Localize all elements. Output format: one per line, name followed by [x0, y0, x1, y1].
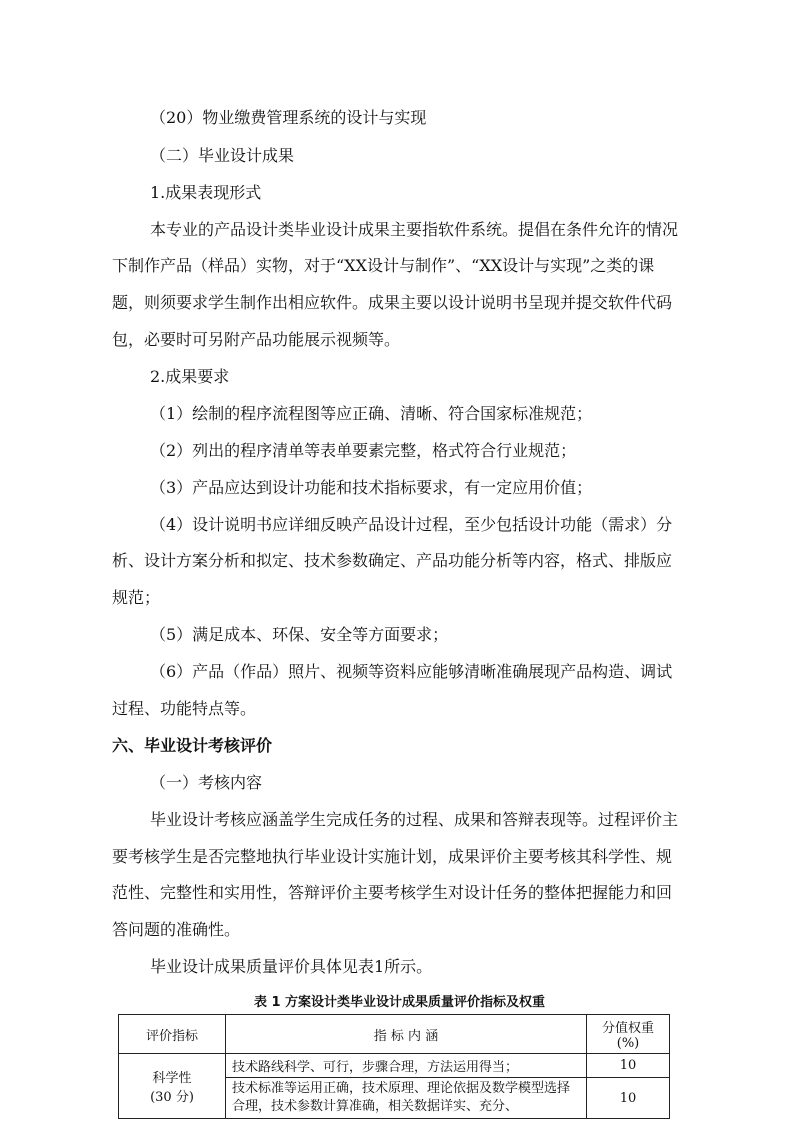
table-caption: 表 1 方案设计类毕业设计成果质量评价指标及权重	[253, 995, 546, 1010]
paragraph-line: 本专业的产品设计类毕业设计成果主要指软件系统。提倡在条件允许的情况	[150, 220, 679, 239]
requirement-item: （6）产品（作品）照片、视频等资料应能够清晰准确展现产品构造、调试	[150, 662, 673, 681]
column-header: 指 标 内 涵	[226, 1015, 587, 1054]
subheading-assessment-content: （一）考核内容	[150, 773, 263, 792]
section-heading-assessment: 六、毕业设计考核评价	[112, 736, 273, 755]
content-cell: 技术标准等运用正确，技术原理、理论依据及数学模型选择合理，技术参数计算准确，相关数据详实、充分、	[226, 1078, 587, 1119]
requirement-item-cont: 析、设计方案分析和拟定、技术参数确定、产品功能分析等内容，格式、排版应	[112, 551, 673, 570]
requirement-item-cont: 规范；	[112, 588, 161, 607]
weight-cell: 10	[587, 1054, 670, 1078]
group-score: (30 分)	[150, 1090, 194, 1105]
paragraph-line: 答问题的准确性。	[112, 920, 241, 939]
paragraph-line: 毕业设计成果质量评价具体见表1所示。	[150, 957, 433, 976]
group-label: 科学性	[152, 1071, 192, 1086]
paragraph-line: 范性、完整性和实用性，答辩评价主要考核学生对设计任务的整体把握能力和回	[112, 883, 673, 902]
requirement-item: （4）设计说明书应详细反映产品设计过程，至少包括设计功能（需求）分	[150, 515, 673, 534]
table-row	[119, 1054, 670, 1078]
list-item-20: （20）物业缴费管理系统的设计与实现	[150, 108, 427, 127]
paragraph-line: 题，则须要求学生制作出相应软件。成果主要以设计说明书呈现并提交软件代码	[112, 293, 673, 312]
column-header: 分值权重 (%)	[587, 1015, 670, 1054]
evaluation-table	[118, 1014, 670, 1119]
requirement-item: （3）产品应达到设计功能和技术指标要求，有一定应用价值；	[150, 478, 593, 497]
column-header: 评价指标	[119, 1015, 226, 1054]
requirement-item: （1）绘制的程序流程图等应正确、清晰、符合国家标准规范；	[150, 404, 593, 423]
section-heading-results: （二）毕业设计成果	[150, 146, 295, 165]
content-cell: 技术路线科学、可行，步骤合理，方法运用得当；	[226, 1054, 587, 1078]
requirement-item-cont: 过程、功能特点等。	[112, 699, 257, 718]
requirement-item: （5）满足成本、环保、安全等方面要求；	[150, 625, 449, 644]
subheading-result-requirements: 2.成果要求	[150, 367, 230, 386]
paragraph-line: 要考核学生是否完整地执行毕业设计实施计划，成果评价主要考核其科学性、规	[112, 847, 673, 866]
paragraph-line: 下制作产品（样品）实物，对于“XX设计与制作”、“XX设计与实现”之类的课	[112, 256, 655, 275]
group-cell	[119, 1054, 226, 1119]
subheading-result-form: 1.成果表现形式	[150, 183, 262, 202]
paragraph-line: 包，必要时可另附产品功能展示视频等。	[112, 330, 401, 349]
weight-cell: 10	[587, 1078, 670, 1119]
paragraph-line: 毕业设计考核应涵盖学生完成任务的过程、成果和答辩表现等。过程评价主	[150, 810, 679, 829]
requirement-item: （2）列出的程序清单等表单要素完整，格式符合行业规范；	[150, 441, 577, 460]
table-header-row	[119, 1015, 670, 1054]
